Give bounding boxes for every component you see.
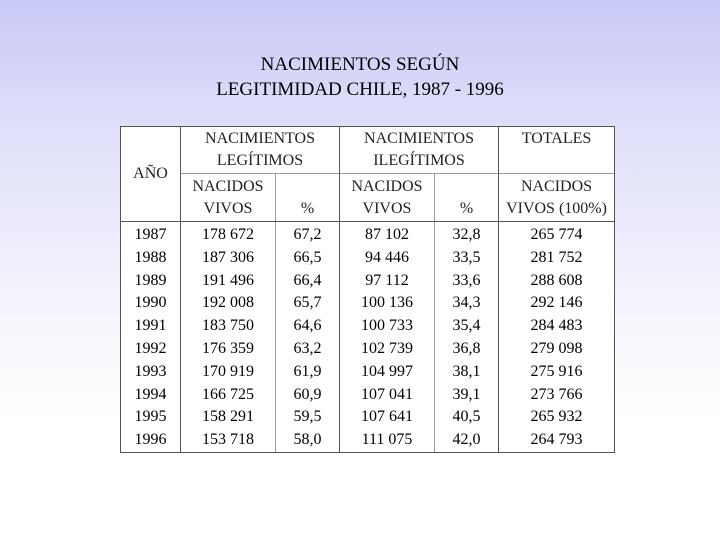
cell-illegit-vivos: 107 041 <box>361 385 413 403</box>
cell-legit-vivos: 158 291 <box>202 408 254 426</box>
cell-total: 265 774 <box>499 222 615 247</box>
header-totals-vivos: NACIDOS VIVOS (100%) <box>499 174 615 222</box>
cell-illegit-pct: 32,8 <box>435 222 499 247</box>
cell-legit-vivos: 153 718 <box>181 429 276 452</box>
cell-total: 288 608 <box>499 270 615 293</box>
cell-legit-vivos: 170 919 <box>202 362 254 380</box>
cell-illegit-vivos: 104 997 <box>361 362 413 380</box>
cell-illegit-vivos: 100 136 <box>361 294 413 312</box>
cell-year: 1995 <box>121 406 181 429</box>
cell-legit-vivos: 187 306 <box>202 248 254 266</box>
table-row <box>121 361 615 384</box>
cell-illegit-pct: 36,8 <box>435 338 499 361</box>
cell-illegit-vivos: 97 112 <box>365 271 409 289</box>
cell-year: 1996 <box>121 429 181 452</box>
cell-illegit-vivos: 94 446 <box>365 248 409 266</box>
table-row <box>121 222 615 247</box>
table-body <box>121 222 615 453</box>
title-line-1: NACIMIENTOS SEGÚN <box>260 54 460 75</box>
cell-legit-pct: 59,5 <box>276 406 340 429</box>
table-row <box>121 384 615 407</box>
cell-illegit-vivos: 107 641 <box>361 408 413 426</box>
cell-legit-pct: 61,9 <box>276 361 340 384</box>
cell-year: 1989 <box>121 270 181 293</box>
header-illegit-vivos: NACIDOS VIVOS <box>340 174 435 222</box>
cell-illegit-pct: 42,0 <box>435 429 499 452</box>
cell-illegit-pct: 33,5 <box>435 247 499 270</box>
header-row-columns <box>121 174 615 222</box>
table-row <box>121 338 615 361</box>
header-legit-vivos: NACIDOS VIVOS <box>181 174 276 222</box>
header-illegit-pct: % <box>435 174 499 222</box>
cell-legit-pct: 67,2 <box>276 222 340 247</box>
cell-illegit-pct: 38,1 <box>435 361 499 384</box>
cell-illegit-pct: 35,4 <box>435 315 499 338</box>
cell-total: 284 483 <box>499 315 615 338</box>
cell-legit-pct: 63,2 <box>276 338 340 361</box>
cell-illegit-pct: 40,5 <box>435 406 499 429</box>
cell-illegit-vivos: 100 733 <box>361 317 413 335</box>
cell-legit-pct: 58,0 <box>276 429 340 452</box>
cell-total: 265 932 <box>499 406 615 429</box>
cell-total: 281 752 <box>499 247 615 270</box>
table-header <box>121 127 615 222</box>
cell-legit-vivos: 183 750 <box>202 317 254 335</box>
cell-illegit-pct: 39,1 <box>435 384 499 407</box>
table-row <box>121 270 615 293</box>
table-row <box>121 292 615 315</box>
header-legit-pct: % <box>276 174 340 222</box>
header-legit-group: NACIMIENTOS LEGÍTIMOS <box>181 127 340 174</box>
header-totals-group: TOTALES <box>499 127 615 174</box>
cell-illegit-vivos: 102 739 <box>361 339 413 357</box>
cell-legit-vivos: 191 496 <box>202 271 254 289</box>
cell-legit-pct: 65,7 <box>276 292 340 315</box>
cell-year: 1992 <box>121 338 181 361</box>
table-row <box>121 429 615 452</box>
cell-legit-vivos: 166 725 <box>202 385 254 403</box>
cell-illegit-vivos: 111 075 <box>340 429 435 452</box>
cell-total: 264 793 <box>499 429 615 452</box>
cell-total: 279 098 <box>499 338 615 361</box>
cell-legit-pct: 66,5 <box>276 247 340 270</box>
cell-legit-pct: 60,9 <box>276 384 340 407</box>
cell-total: 292 146 <box>499 292 615 315</box>
births-table-container <box>120 126 614 448</box>
cell-total: 275 916 <box>499 361 615 384</box>
cell-legit-pct: 66,4 <box>276 270 340 293</box>
table-row <box>121 247 615 270</box>
cell-year: 1990 <box>121 292 181 315</box>
cell-year: 1993 <box>121 361 181 384</box>
slide-title <box>0 52 720 102</box>
cell-year: 1994 <box>121 384 181 407</box>
header-year: AÑO <box>121 127 181 222</box>
header-row-groups <box>121 127 615 174</box>
title-line-2: LEGITIMIDAD CHILE, 1987 - 1996 <box>216 79 504 100</box>
cell-legit-vivos: 178 672 <box>202 226 254 243</box>
births-table <box>120 126 615 453</box>
cell-legit-vivos: 176 359 <box>202 339 254 357</box>
cell-total: 273 766 <box>499 384 615 407</box>
cell-illegit-pct: 33,6 <box>435 270 499 293</box>
cell-year: 1987 <box>121 222 181 247</box>
cell-legit-vivos: 192 008 <box>202 294 254 312</box>
table-row <box>121 406 615 429</box>
cell-year: 1991 <box>121 315 181 338</box>
table-row <box>121 315 615 338</box>
cell-illegit-vivos: 87 102 <box>365 226 409 243</box>
cell-legit-pct: 64,6 <box>276 315 340 338</box>
header-illegit-group: NACIMIENTOS ILEGÍTIMOS <box>340 127 499 174</box>
cell-year: 1988 <box>121 247 181 270</box>
cell-illegit-pct: 34,3 <box>435 292 499 315</box>
